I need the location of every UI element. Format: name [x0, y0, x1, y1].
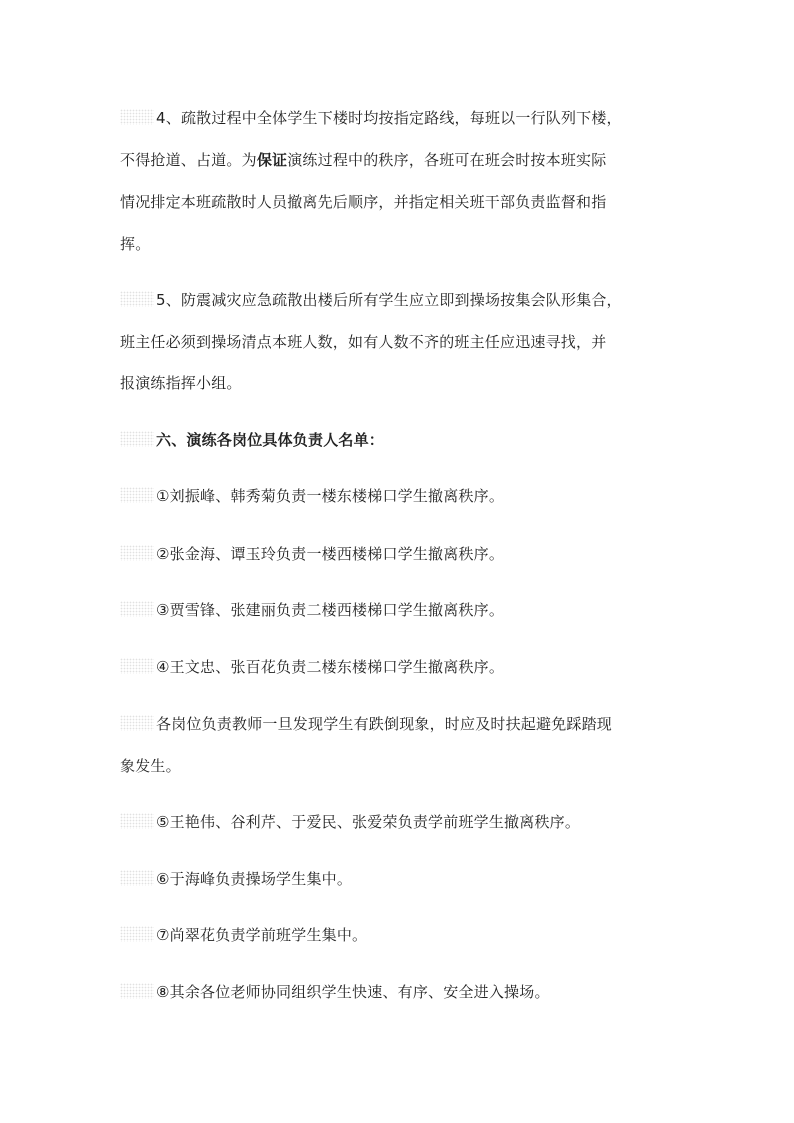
indent-marker [120, 715, 154, 731]
paragraph-4-line-3 [120, 192, 606, 212]
emphasis-text: 保证 [256, 151, 288, 169]
paragraph-4-line-1 [120, 108, 622, 128]
note-line-2 [120, 756, 181, 776]
list-item-text: ①刘振峰、韩秀菊负责一楼东楼梯口学生撤离秩序。 [156, 487, 505, 505]
list-item-text: ③贾雪锋、张建丽负责二楼西楼梯口学生撤离秩序。 [156, 601, 505, 619]
paragraph-4-text-2b: 演练过程中的秩序，各班可在班会时按本班实际 [287, 151, 607, 169]
indent-marker [120, 601, 154, 617]
indent-marker [120, 109, 154, 125]
list-item-1 [120, 486, 504, 506]
note-line-1 [120, 714, 612, 734]
indent-marker [120, 813, 154, 829]
list-item-3 [120, 600, 504, 620]
list-item-6 [120, 869, 352, 889]
paragraph-4-text-1: 4、疏散过程中全体学生下楼时均按指定路线，每班以一行队列下楼， [156, 109, 622, 127]
paragraph-5-text-3: 报演练指挥小组。 [120, 374, 242, 392]
indent-marker [120, 431, 154, 447]
section-heading-6-text: 六、演练各岗位具体负责人名单： [156, 431, 385, 449]
paragraph-5-line-1 [120, 290, 622, 310]
list-item-8 [120, 982, 550, 1002]
paragraph-5-line-3 [120, 373, 242, 393]
paragraph-4-text-3: 情况排定本班疏散时人员撤离先后顺序，并指定相关班干部负责监督和指 [120, 193, 607, 211]
indent-marker [120, 983, 154, 999]
indent-marker [120, 926, 154, 942]
list-item-text: ⑧其余各位老师协同组织学生快速、有序、安全进入操场。 [156, 983, 550, 1001]
indent-marker [120, 658, 154, 674]
note-text-2: 象发生。 [120, 757, 181, 775]
list-item-text: ⑤王艳伟、谷利芹、于爱民、张爱荣负责学前班学生撤离秩序。 [156, 813, 581, 831]
indent-marker [120, 545, 154, 561]
paragraph-4-text-2a: 不得抢道、占道。为 [120, 151, 257, 169]
indent-marker [120, 291, 154, 307]
list-item-4 [120, 657, 504, 677]
paragraph-5-text-1: 5、防震减灾应急疏散出楼后所有学生应立即到操场按集会队形集合， [156, 291, 622, 309]
list-item-text: ②张金海、谭玉玲负责一楼西楼梯口学生撤离秩序。 [156, 545, 505, 563]
indent-marker [120, 870, 154, 886]
list-item-text: ④王文忠、张百花负责二楼东楼梯口学生撤离秩序。 [156, 658, 505, 676]
paragraph-5-text-2: 班主任必须到操场清点本班人数，如有人数不齐的班主任应迅速寻找，并 [120, 333, 607, 351]
list-item-text: ⑥于海峰负责操场学生集中。 [156, 870, 353, 888]
paragraph-5-line-2 [120, 332, 606, 352]
list-item-5 [120, 812, 580, 832]
note-text-1: 各岗位负责教师一旦发现学生有跌倒现象，时应及时扶起避免踩踏现 [156, 715, 613, 733]
paragraph-4-line-4 [120, 234, 150, 254]
list-item-text: ⑦尚翠花负责学前班学生集中。 [156, 926, 368, 944]
paragraph-4-line-2 [120, 150, 606, 170]
list-item-7 [120, 925, 367, 945]
indent-marker [120, 487, 154, 503]
section-heading-6 [120, 430, 384, 450]
paragraph-4-text-4: 挥。 [120, 235, 151, 253]
list-item-2 [120, 544, 504, 564]
